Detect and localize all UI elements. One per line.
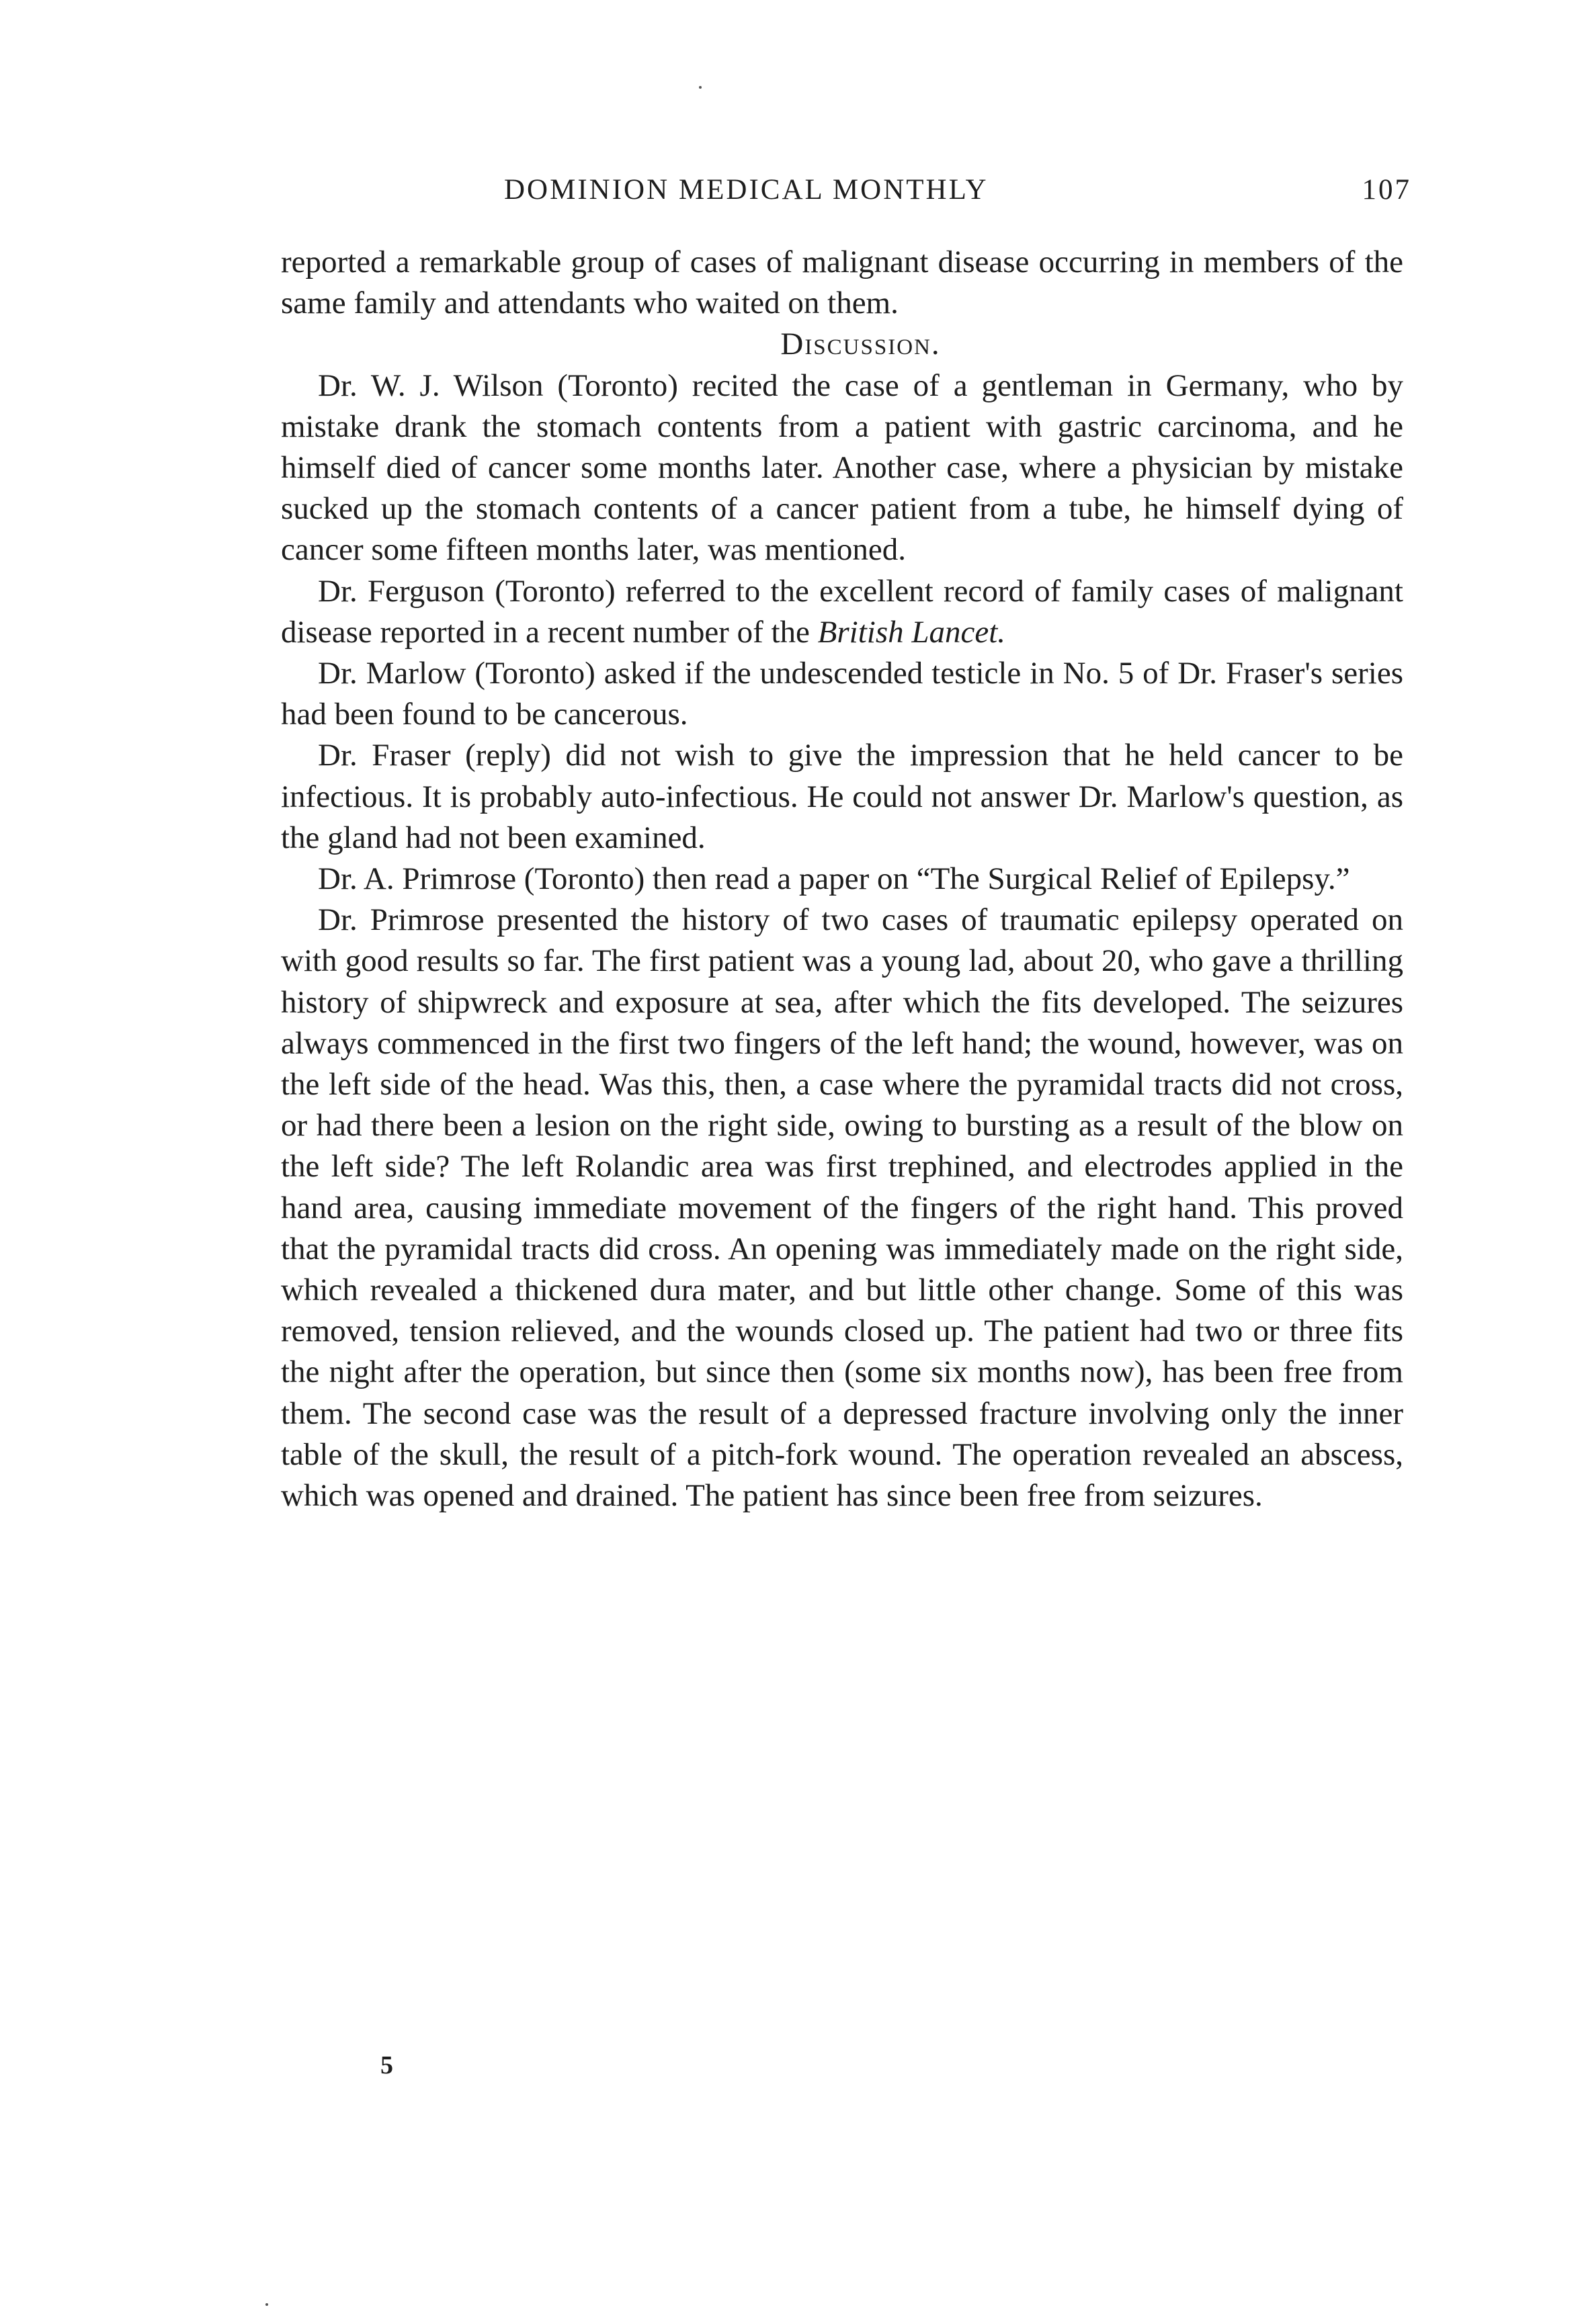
paragraph: [281, 571, 1403, 653]
scan-speck: [699, 86, 702, 89]
signature-mark: 5: [380, 2051, 393, 2079]
paragraph-text: Dr. Ferguson (Toronto) referred to the excellent record of family cases of malignant disease reported in a recent number of the: [281, 573, 1403, 650]
page-header: [282, 173, 1411, 220]
paragraph: reported a remarkable group of cases of malignant disease occurring in members of the same family and attendants who waited on them.: [281, 245, 1403, 321]
section-heading: Discussion.: [780, 327, 941, 362]
paragraph: Dr. Primrose presented the history of two cases of traumatic epilepsy operated on with good results so far. The first patient was a young lad, about 20, who gave a thrilling history of shipwreck and exposure at sea, after which the fits developed. The seizures always commenced in the first two fingers of the left hand; the wound, however, was on the left side of the head. Was this, then, a case where the pyramidal tracts did not cross, or had there been a lesion on the right side, owing to bursting as a result of the blow on the left side? The left Rolandic area was first trephined, and electrodes applied in the hand area, causing immediate movement of the fingers of the right hand. This proved that the pyramidal tracts did cross. An opening was immediately made on the right side, which revealed a thickened dura mater, and but little other change. Some of this was removed, tension relieved, and the wounds closed up. The patient had two or three fits the night after the operation, but since then (some six months now), has been free from them. The second case was the result of a depressed fracture involving only the inner table of the skull, the result of a pitch-fork wound. The operation revealed an abscess, which was opened and drained. The patient has since been free from seizures.: [281, 902, 1403, 1514]
paragraph: Dr. Marlow (Toronto) asked if the undescended testicle in No. 5 of Dr. Fraser's series had been found to be cancerous.: [281, 656, 1403, 732]
paragraph: Dr. A. Primrose (Toronto) then read a paper on “The Surgical Relief of Epilepsy.”: [318, 861, 1350, 897]
running-head: DOMINION MEDICAL MONTHLY: [504, 174, 989, 206]
page-number: 107: [1362, 174, 1411, 206]
paragraph: Dr. Fraser (reply) did not wish to give the impression that he held cancer to be infectious. It is probably auto-infectious. He could not answer Dr. Marlow's question, as the gland had not been examined.: [281, 738, 1403, 855]
body-text: [281, 242, 1403, 1516]
scan-speck: [265, 2303, 268, 2306]
journal-title: British Lancet.: [817, 614, 1006, 650]
paragraph: Dr. W. J. Wilson (Toronto) recited the case of a gentleman in Germany, who by mistake drank the stomach contents from a patient with gastric carcinoma, and he himself died of cancer some months later. Another case, where a physician by mistake sucked up the stomach contents of a cancer patient from a tube, he himself dying of cancer some fifteen months later, was mentioned.: [281, 368, 1403, 568]
